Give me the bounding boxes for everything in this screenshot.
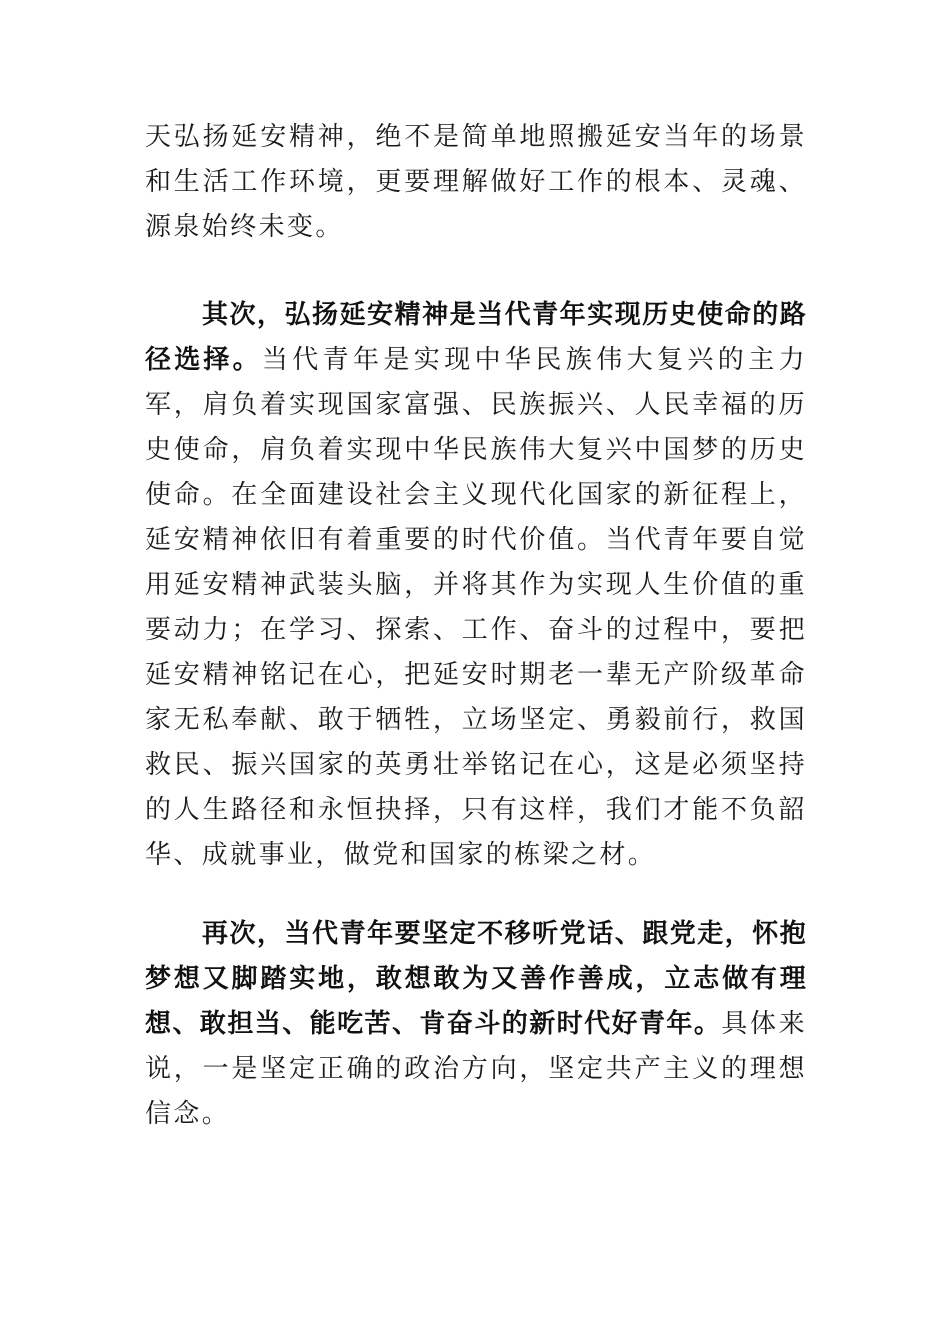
paragraph-continuation	[145, 115, 807, 250]
paragraph-text: 具体来说，一是坚定正确的政治方向，坚定共产主义的理想信念。	[145, 1009, 807, 1129]
paragraph-third	[145, 912, 807, 1137]
paragraph-heading-bold: 其次，弘扬延安精神是当代青年实现历史使命的路径选择。	[145, 300, 807, 375]
paragraph-second	[145, 293, 807, 878]
paragraph-heading-bold: 再次，当代青年要坚定不移听党话、跟党走，怀抱梦想又脚踏实地，敢想敢为又善作善成，立志做有理想、敢担当、能吃苦、肯奋斗的新时代好青年。	[145, 919, 807, 1039]
paragraph-text: 当代青年是实现中华民族伟大复兴的主力军，肩负着实现国家富强、民族振兴、人民幸福的历史使命，肩负着实现中华民族伟大复兴中国梦的历史使命。在全面建设社会主义现代化国家的新征程上，延安精神依旧有着重要的时代价值。当代青年要自觉用延安精神武装头脑，并将其作为实现人生价值的重要动力；在学习、探索、工作、奋斗的过程中，要把延安精神铭记在心，把延安时期老一辈无产阶级革命家无私奉献、敢于牺牲，立场坚定、勇毅前行，救国救民、振兴国家的英勇壮举铭记在心，这是必须坚持的人生路径和永恒抉择，只有这样，我们才能不负韶华、成就事业，做党和国家的栋梁之材。	[145, 345, 808, 870]
paragraph-text: 天弘扬延安精神，绝不是简单地照搬延安当年的场景和生活工作环境，更要理解做好工作的根本、灵魂、源泉始终未变。	[145, 122, 807, 242]
